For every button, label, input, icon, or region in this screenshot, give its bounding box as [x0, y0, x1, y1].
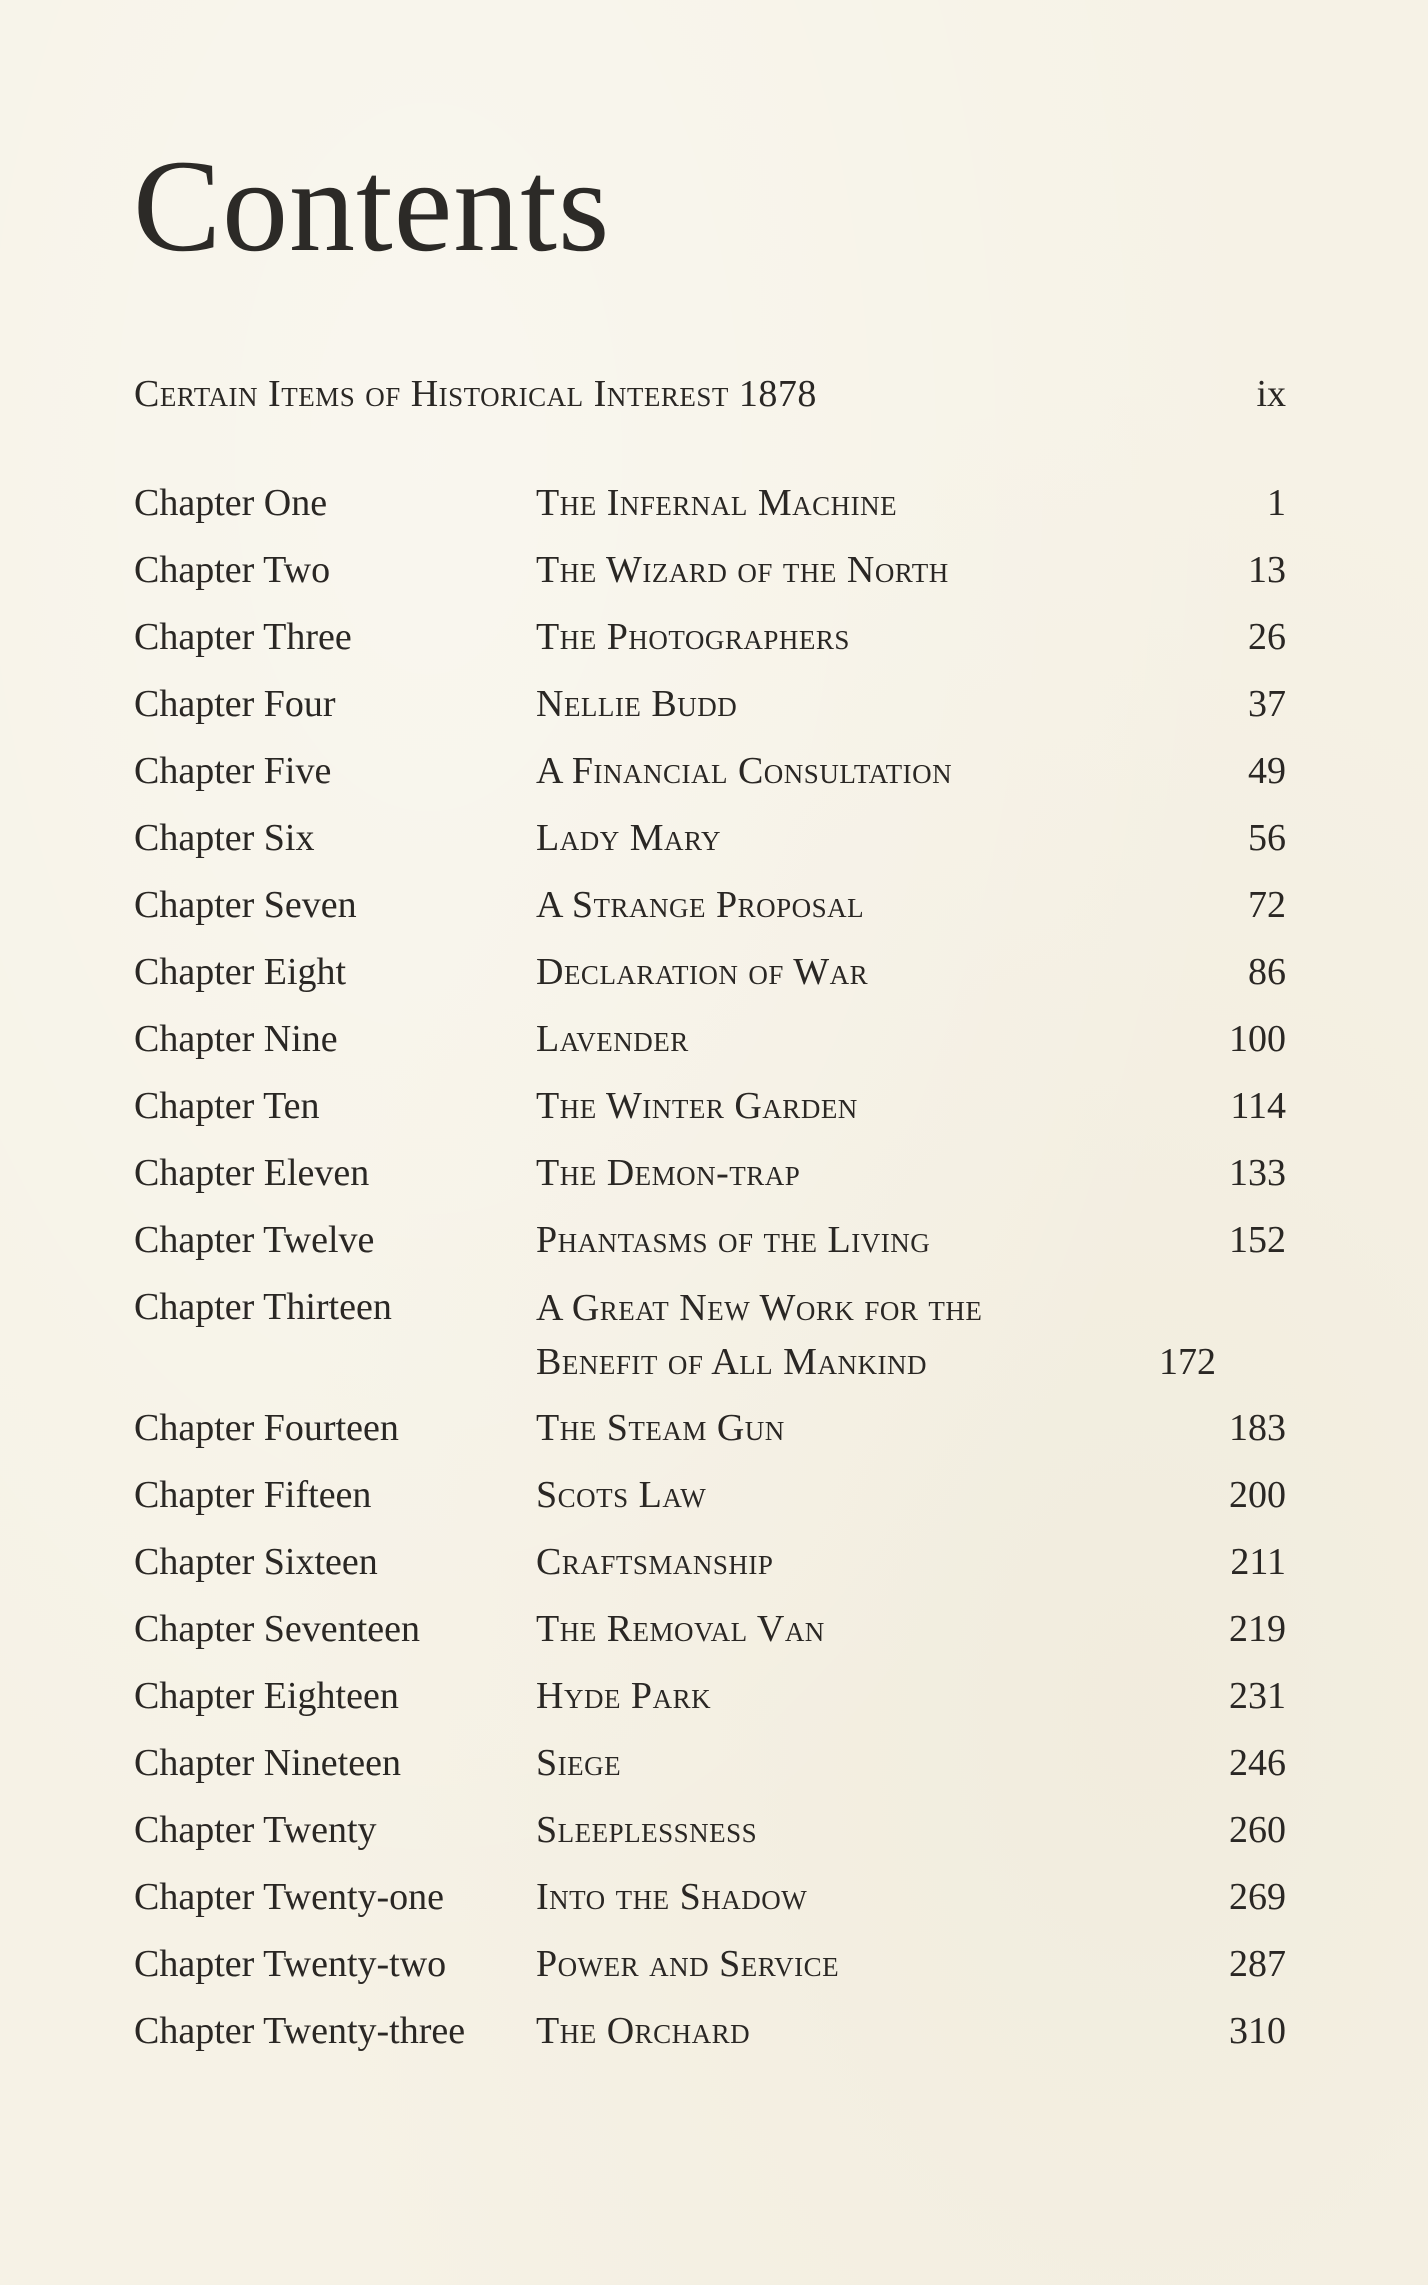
toc-row — [134, 1006, 1286, 1073]
toc-row — [134, 1931, 1286, 1998]
chapter-title: A Great New Work for the Benefit of All Mankind — [536, 1287, 983, 1383]
toc-row — [134, 1073, 1286, 1140]
chapter-title: Scots Law — [536, 1474, 707, 1516]
chapter-title: Declaration of War — [536, 951, 869, 993]
chapter-page-number: 246 — [1229, 1742, 1286, 1784]
toc-row — [134, 872, 1286, 939]
chapter-label: Chapter Thirteen — [134, 1286, 392, 1328]
toc-row — [134, 939, 1286, 1006]
page-title: Contents — [133, 132, 611, 279]
prelim-title: Certain Items of Historical Interest 1878 — [134, 373, 817, 415]
chapter-title: A Financial Consultation — [536, 750, 953, 792]
toc-row — [134, 470, 1286, 537]
chapter-title: The Photographers — [536, 616, 850, 658]
toc-row — [134, 1462, 1286, 1529]
toc-row — [134, 805, 1286, 872]
chapter-label: Chapter Twenty — [134, 1809, 377, 1851]
chapter-label: Chapter Two — [134, 549, 331, 591]
chapter-page-number: 287 — [1229, 1943, 1286, 1985]
toc-row — [134, 1998, 1286, 2065]
chapter-page-number: 219 — [1229, 1608, 1286, 1650]
chapter-title: Hyde Park — [536, 1675, 712, 1717]
chapter-page-number: 49 — [1248, 750, 1286, 792]
chapter-title: The Infernal Machine — [536, 482, 898, 524]
chapter-label: Chapter Ten — [134, 1085, 320, 1127]
chapter-label: Chapter Three — [134, 616, 352, 658]
chapter-label: Chapter Seven — [134, 884, 357, 926]
toc-row — [134, 1395, 1286, 1462]
chapter-page-number: 211 — [1230, 1541, 1286, 1583]
chapter-title: Phantasms of the Living — [536, 1219, 931, 1261]
chapter-page-number: 200 — [1229, 1474, 1286, 1516]
chapter-label: Chapter Fourteen — [134, 1407, 399, 1449]
chapter-title: Lady Mary — [536, 817, 722, 859]
toc-row — [134, 738, 1286, 805]
chapter-label: Chapter Fifteen — [134, 1474, 372, 1516]
table-of-contents — [134, 470, 1286, 2065]
chapter-page-number: 152 — [1229, 1219, 1286, 1261]
chapter-title: The Steam Gun — [536, 1407, 785, 1449]
chapter-title: Nellie Budd — [536, 683, 738, 725]
toc-row — [134, 604, 1286, 671]
chapter-page-number: 56 — [1248, 817, 1286, 859]
chapter-label: Chapter Six — [134, 817, 315, 859]
chapter-title: Sleeplessness — [536, 1809, 758, 1851]
chapter-label: Chapter Twelve — [134, 1219, 375, 1261]
chapter-page-number: 72 — [1248, 884, 1286, 926]
chapter-title: The Winter Garden — [536, 1085, 858, 1127]
chapter-title: Lavender — [536, 1018, 689, 1060]
toc-row — [134, 1730, 1286, 1797]
chapter-label: Chapter Five — [134, 750, 332, 792]
chapter-label: Chapter Eleven — [134, 1152, 370, 1194]
toc-row — [134, 671, 1286, 738]
chapter-page-number: 1 — [1267, 482, 1286, 524]
chapter-label: Chapter Twenty-one — [134, 1876, 445, 1918]
toc-row — [134, 1864, 1286, 1931]
chapter-page-number: 114 — [1230, 1085, 1286, 1127]
chapter-label: Chapter Eighteen — [134, 1675, 399, 1717]
chapter-title: Power and Service — [536, 1943, 840, 1985]
chapter-label: Chapter Twenty-three — [134, 2010, 466, 2052]
chapter-title: The Orchard — [536, 2010, 751, 2052]
prelim-entry — [134, 372, 1286, 422]
chapter-page-number: 231 — [1229, 1675, 1286, 1717]
chapter-page-number: 310 — [1229, 2010, 1286, 2052]
chapter-label: Chapter Seventeen — [134, 1608, 420, 1650]
chapter-page-number: 86 — [1248, 951, 1286, 993]
chapter-label: Chapter One — [134, 482, 328, 524]
chapter-title: Siege — [536, 1742, 622, 1784]
chapter-title: The Removal Van — [536, 1608, 825, 1650]
chapter-page-number: 172 — [1159, 1341, 1216, 1383]
chapter-label: Chapter Eight — [134, 951, 347, 993]
chapter-page-number: 100 — [1229, 1018, 1286, 1060]
toc-row — [134, 1207, 1286, 1274]
chapter-title: The Demon-trap — [536, 1152, 801, 1194]
chapter-page-number: 133 — [1229, 1152, 1286, 1194]
toc-row — [134, 1663, 1286, 1730]
toc-row — [134, 537, 1286, 604]
prelim-page-number: ix — [1256, 373, 1286, 415]
chapter-page-number: 13 — [1248, 549, 1286, 591]
toc-row — [134, 1797, 1286, 1864]
chapter-label: Chapter Sixteen — [134, 1541, 378, 1583]
chapter-page-number: 260 — [1229, 1809, 1286, 1851]
chapter-label: Chapter Four — [134, 683, 336, 725]
chapter-label: Chapter Nine — [134, 1018, 338, 1060]
chapter-label: Chapter Nineteen — [134, 1742, 401, 1784]
chapter-page-number: 183 — [1229, 1407, 1286, 1449]
chapter-title: Into the Shadow — [536, 1876, 808, 1918]
chapter-page-number: 26 — [1248, 616, 1286, 658]
toc-row — [134, 1140, 1286, 1207]
chapter-title: A Strange Proposal — [536, 884, 865, 926]
toc-row — [134, 1596, 1286, 1663]
chapter-title: The Wizard of the North — [536, 549, 949, 591]
chapter-title: Craftsmanship — [536, 1541, 774, 1583]
toc-row — [134, 1529, 1286, 1596]
chapter-page-number: 269 — [1229, 1876, 1286, 1918]
toc-row — [134, 1274, 1286, 1395]
chapter-page-number: 37 — [1248, 683, 1286, 725]
chapter-label: Chapter Twenty-two — [134, 1943, 447, 1985]
